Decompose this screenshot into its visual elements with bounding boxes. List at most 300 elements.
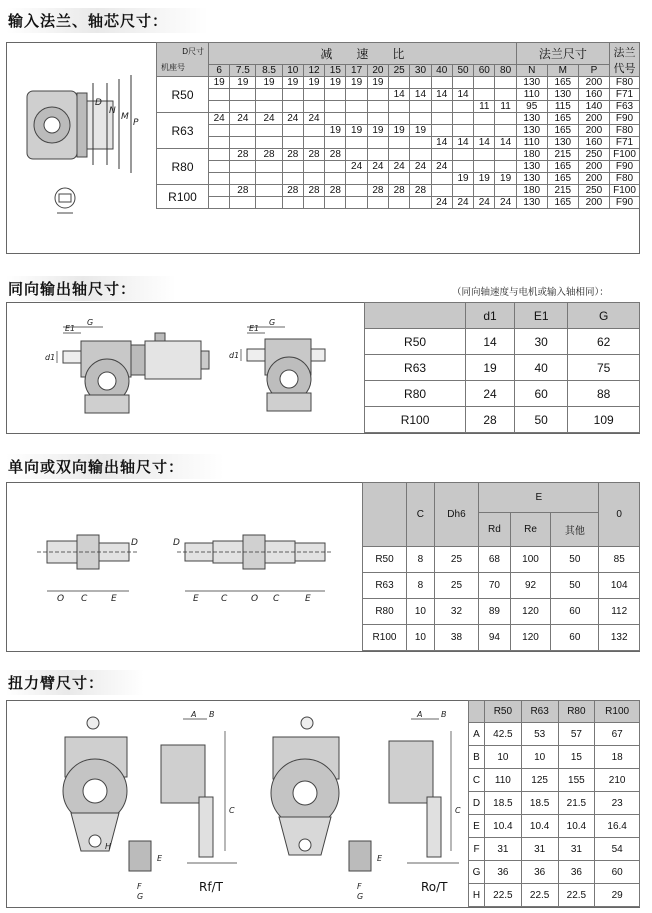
t1-cell (256, 101, 282, 113)
t1-cell (495, 185, 516, 197)
t1-cell: 19 (389, 125, 410, 137)
torque-arm-table (468, 700, 640, 907)
t3-cell: 68 (479, 547, 511, 573)
t3-cell: 8 (407, 547, 435, 573)
t1-flange-title: 法兰尺寸 (516, 43, 609, 65)
t1-cell (209, 101, 230, 113)
t4-cell: 36 (521, 861, 558, 884)
single-double-table (362, 482, 640, 651)
t1-cell (431, 173, 452, 185)
t1-cell: 24 (367, 161, 388, 173)
t1-code-cell: F80 (610, 125, 640, 137)
table-row (157, 137, 640, 149)
t3-cell: 104 (599, 573, 640, 599)
t4-cell: A (469, 723, 485, 746)
t4-cell: B (469, 746, 485, 769)
t1-p-cell: 200 (578, 161, 609, 173)
label-b-rf: B (209, 710, 215, 719)
t1-cell (410, 77, 431, 89)
section-title-same-direction-shaft: 同向输出轴尺寸： (6, 276, 176, 301)
label-p: P (133, 118, 139, 128)
t1-ratio: 40 (431, 65, 452, 77)
t1-cell: 24 (230, 113, 256, 125)
t1-cell: 24 (389, 161, 410, 173)
t1-flange-col: M (547, 65, 578, 77)
t1-cell (431, 101, 452, 113)
table-row (469, 769, 640, 792)
table-row (469, 723, 640, 746)
t1-cell (325, 101, 346, 113)
t1-cell (346, 101, 367, 113)
t1-cell (209, 89, 230, 101)
t1-cell (346, 113, 367, 125)
t1-ratio: 6 (209, 65, 230, 77)
input-flange-drawing (7, 43, 155, 253)
t1-cell: 19 (474, 173, 495, 185)
label-d: D (95, 98, 102, 108)
t1-cell: 24 (256, 113, 282, 125)
t1-p-cell: 250 (578, 185, 609, 197)
t3-cell: 10 (407, 599, 435, 625)
same-direction-drawing (7, 303, 367, 433)
t1-cell (230, 197, 256, 209)
t1-flange-col: N (516, 65, 547, 77)
t1-cell: 28 (367, 185, 388, 197)
t3-h-c: C (407, 483, 435, 547)
t1-cell (325, 89, 346, 101)
label-g-rf: G (137, 892, 144, 901)
t4-cell: 10 (485, 746, 522, 769)
t1-cell: 28 (230, 185, 256, 197)
table-row (469, 815, 640, 838)
label-c-a: C (81, 594, 88, 604)
t1-code-cell: F100 (610, 185, 640, 197)
t1-n-cell: 110 (516, 137, 547, 149)
same-direction-note: （同向轴速度与电机或输入轴相同）： (452, 287, 609, 298)
same-direction-table (364, 302, 640, 433)
t1-p-cell: 160 (578, 89, 609, 101)
table-row (365, 355, 640, 381)
t1-cell (367, 113, 388, 125)
t4-cell: 18.5 (485, 792, 522, 815)
t1-cell (346, 137, 367, 149)
t4-cell: 36 (558, 861, 595, 884)
t1-cell (367, 149, 388, 161)
t1-ratio: 25 (389, 65, 410, 77)
label-e1-a: E1 (65, 324, 76, 333)
label-g-ro: G (357, 892, 364, 901)
t1-code-cell: F90 (610, 113, 640, 125)
label-e1-b: E1 (249, 324, 260, 333)
t4-header (469, 701, 485, 723)
t1-cell (230, 137, 256, 149)
t1-cell (256, 185, 282, 197)
t3-cell: 25 (434, 547, 478, 573)
label-n: N (109, 106, 116, 116)
t1-cell (325, 113, 346, 125)
t1-m-cell: 130 (547, 137, 578, 149)
table-row (363, 599, 640, 625)
t1-cell (325, 161, 346, 173)
t3-header-row (363, 483, 640, 513)
t1-m-cell: 165 (547, 113, 578, 125)
t1-cell (431, 149, 452, 161)
table-row (363, 573, 640, 599)
t3-cell: 25 (434, 573, 478, 599)
t1-ratio: 8.5 (256, 65, 282, 77)
t1-cell (256, 137, 282, 149)
t2-cell: 19 (466, 355, 515, 381)
t4-cell: 10.4 (485, 815, 522, 838)
t1-m-cell: 130 (547, 89, 578, 101)
t1-cell (209, 125, 230, 137)
t4-cell: 110 (485, 769, 522, 792)
t1-cell (230, 173, 256, 185)
t1-n-cell: 110 (516, 89, 547, 101)
t1-ratio: 12 (303, 65, 324, 77)
label-o-b: O (251, 594, 259, 604)
label-o-a: O (57, 594, 65, 604)
t4-header: R50 (485, 701, 522, 723)
t2-header (365, 303, 466, 329)
t4-cell: 60 (595, 861, 640, 884)
t3-cell: 92 (510, 573, 551, 599)
t1-cell (495, 161, 516, 173)
t3-cell: 50 (551, 547, 599, 573)
t1-cell: 14 (431, 137, 452, 149)
t1-n-cell: 130 (516, 197, 547, 209)
table-row (157, 197, 640, 209)
t3-cell: R100 (363, 625, 407, 651)
t1-p-cell: 200 (578, 113, 609, 125)
t4-cell: 18 (595, 746, 640, 769)
t1-cell (452, 125, 473, 137)
t1-cell (303, 161, 324, 173)
t1-m-cell: 165 (547, 197, 578, 209)
t1-cell (474, 89, 495, 101)
t1-p-cell: 200 (578, 173, 609, 185)
t1-cell: 14 (452, 137, 473, 149)
t1-m-cell: 165 (547, 125, 578, 137)
label-rf-t: Rf/T (199, 880, 223, 894)
label-h-rf: H (105, 842, 112, 851)
t1-cell (452, 113, 473, 125)
table-row (469, 792, 640, 815)
t4-header: R100 (595, 701, 640, 723)
t1-m-cell: 165 (547, 77, 578, 89)
table-row (157, 113, 640, 125)
t1-n-cell: 180 (516, 149, 547, 161)
t1-cell (346, 185, 367, 197)
t1-cell (209, 161, 230, 173)
t1-cell: 19 (325, 125, 346, 137)
t3-e-sub: Re (510, 513, 551, 547)
t1-cell: 28 (282, 149, 303, 161)
t1-cell: 28 (256, 149, 282, 161)
t2-header-row (365, 303, 640, 329)
t1-cell: 19 (209, 77, 230, 89)
t4-cell: 210 (595, 769, 640, 792)
label-e-a: E (111, 594, 117, 604)
t3-cell: R50 (363, 547, 407, 573)
t4-cell: G (469, 861, 485, 884)
t1-m-cell: 165 (547, 173, 578, 185)
t4-cell: 18.5 (521, 792, 558, 815)
t1-code-cell: F80 (610, 173, 640, 185)
t3-h-dh6: Dh6 (434, 483, 478, 547)
label-a-rf: A (191, 710, 197, 719)
t1-cell (256, 197, 282, 209)
label-b-ro: B (441, 710, 447, 719)
table-row (365, 407, 640, 433)
t1-cell: 24 (495, 197, 516, 209)
t1-cell (209, 149, 230, 161)
t1-m-cell: 215 (547, 185, 578, 197)
t1-cell: 14 (389, 89, 410, 101)
t3-cell: R80 (363, 599, 407, 625)
t2-cell: 88 (568, 381, 640, 407)
t1-p-cell: 250 (578, 149, 609, 161)
t1-cell (474, 185, 495, 197)
table-row (157, 77, 640, 89)
t1-p-cell: 200 (578, 125, 609, 137)
t1-cell (303, 137, 324, 149)
t3-cell: 94 (479, 625, 511, 651)
t1-n-cell: 130 (516, 113, 547, 125)
t2-cell: R63 (365, 355, 466, 381)
t1-cell: 24 (431, 197, 452, 209)
t1-cell: 11 (474, 101, 495, 113)
t4-cell: C (469, 769, 485, 792)
section-title-torque-arm: 扭力臂尺寸： (6, 670, 144, 695)
t4-cell: E (469, 815, 485, 838)
t4-cell: 155 (558, 769, 595, 792)
t2-header: E1 (514, 303, 567, 329)
t1-cell (303, 125, 324, 137)
t1-cell: 28 (303, 185, 324, 197)
t1-cell: 14 (410, 89, 431, 101)
t1-cell: 19 (495, 173, 516, 185)
label-d-b: D (173, 538, 180, 548)
t4-cell: 22.5 (485, 884, 522, 907)
t1-cell: 19 (303, 77, 324, 89)
t1-cell (431, 125, 452, 137)
t4-cell: 21.5 (558, 792, 595, 815)
t1-n-cell: 130 (516, 161, 547, 173)
label-c-b: C (221, 594, 228, 604)
t1-code-cell: F71 (610, 137, 640, 149)
t1-cell (230, 101, 256, 113)
t1-ratio: 10 (282, 65, 303, 77)
table-row (363, 625, 640, 651)
t1-cell (389, 137, 410, 149)
torque-arm-drawing (7, 701, 467, 907)
t1-cell (410, 137, 431, 149)
t1-cell (431, 185, 452, 197)
t1-cell (474, 77, 495, 89)
table-row (469, 861, 640, 884)
label-a-ro: A (417, 710, 423, 719)
t2-cell: 75 (568, 355, 640, 381)
t2-cell: 60 (514, 381, 567, 407)
t1-cell (346, 197, 367, 209)
t1-cell: 19 (282, 77, 303, 89)
table-row (365, 329, 640, 355)
t1-cell (230, 161, 256, 173)
label-ro-t: Ro/T (421, 880, 448, 894)
t1-cell (346, 149, 367, 161)
t1-cell (410, 149, 431, 161)
t4-cell: 31 (485, 838, 522, 861)
t4-cell: 67 (595, 723, 640, 746)
t1-p-cell: 140 (578, 101, 609, 113)
t1-cell (410, 101, 431, 113)
t4-cell: 36 (485, 861, 522, 884)
t1-cell (410, 197, 431, 209)
t1-cell (282, 161, 303, 173)
t1-cell (346, 173, 367, 185)
t1-cell (282, 173, 303, 185)
t1-cell (282, 125, 303, 137)
t1-ratio: 60 (474, 65, 495, 77)
t1-cell (431, 113, 452, 125)
section-title-single-double-shaft: 单向或双向输出轴尺寸： (6, 454, 224, 479)
t1-cell (452, 77, 473, 89)
t3-cell: 89 (479, 599, 511, 625)
label-e-b: E (193, 594, 199, 604)
t1-m-cell: 165 (547, 161, 578, 173)
t3-cell: 120 (510, 599, 551, 625)
t1-cell: 24 (474, 197, 495, 209)
t1-cell (474, 161, 495, 173)
t1-cell: 28 (230, 149, 256, 161)
t1-cell: 24 (431, 161, 452, 173)
t1-frame-size: R63 (157, 113, 209, 149)
t1-m-cell: 115 (547, 101, 578, 113)
table-row (469, 838, 640, 861)
t1-cell (495, 149, 516, 161)
t1-ratio: 17 (346, 65, 367, 77)
t1-cell (452, 185, 473, 197)
t1-cell: 28 (325, 185, 346, 197)
label-g-b: G (269, 318, 276, 327)
t1-cell (303, 173, 324, 185)
t4-cell: 10.4 (558, 815, 595, 838)
t1-corner-top: D尺寸 (182, 47, 204, 56)
t1-cell (367, 101, 388, 113)
t3-e-sub: 其他 (551, 513, 599, 547)
t1-code-cell: F90 (610, 197, 640, 209)
t2-cell: 28 (466, 407, 515, 433)
t1-cell: 19 (346, 125, 367, 137)
t3-cell: 70 (479, 573, 511, 599)
t2-cell: 24 (466, 381, 515, 407)
t1-n-cell: 130 (516, 173, 547, 185)
t1-cell (474, 125, 495, 137)
t1-ratio: 50 (452, 65, 473, 77)
t1-header-row (157, 43, 640, 65)
t2-cell: 50 (514, 407, 567, 433)
table-row (157, 173, 640, 185)
t1-ratio: 7.5 (230, 65, 256, 77)
table-row (363, 547, 640, 573)
t1-cell (495, 77, 516, 89)
t1-cell (282, 197, 303, 209)
table-row (469, 884, 640, 907)
t1-frame-size: R100 (157, 185, 209, 209)
t1-cell (389, 77, 410, 89)
t4-cell: F (469, 838, 485, 861)
t4-cell: 42.5 (485, 723, 522, 746)
t4-cell: 125 (521, 769, 558, 792)
t2-cell: R100 (365, 407, 466, 433)
t1-cell (410, 113, 431, 125)
t1-cell: 28 (303, 149, 324, 161)
t1-ratio: 30 (410, 65, 431, 77)
t2-header: d1 (466, 303, 515, 329)
t3-h-e: E (479, 483, 599, 513)
t1-cell (389, 113, 410, 125)
t1-cell (452, 101, 473, 113)
t4-cell: 15 (558, 746, 595, 769)
t1-cell: 19 (230, 77, 256, 89)
t1-frame-size: R50 (157, 77, 209, 113)
t1-ratio-title: 减 速 比 (209, 43, 517, 65)
table-row (157, 101, 640, 113)
t4-cell: 29 (595, 884, 640, 907)
t1-subheader-row (157, 65, 640, 77)
t1-cell (431, 77, 452, 89)
t1-cell (325, 173, 346, 185)
table-row (469, 746, 640, 769)
t1-p-cell: 160 (578, 137, 609, 149)
t1-cell: 24 (303, 113, 324, 125)
input-flange-table (156, 42, 640, 209)
t1-cell (230, 125, 256, 137)
t1-cell (256, 161, 282, 173)
t1-cell (367, 137, 388, 149)
t1-cell (256, 125, 282, 137)
t1-cell: 28 (389, 185, 410, 197)
t1-cell: 14 (474, 137, 495, 149)
t1-code-cell: F80 (610, 77, 640, 89)
t1-code-cell: F63 (610, 101, 640, 113)
t2-cell: 30 (514, 329, 567, 355)
t1-ratio: 80 (495, 65, 516, 77)
t1-cell (389, 149, 410, 161)
t1-cell (367, 89, 388, 101)
t1-cell: 24 (452, 197, 473, 209)
t3-cell: 32 (434, 599, 478, 625)
t1-cell (325, 137, 346, 149)
t1-cell (389, 101, 410, 113)
t1-cell: 19 (367, 125, 388, 137)
t1-cell (389, 197, 410, 209)
t1-cell (256, 173, 282, 185)
t1-cell (230, 89, 256, 101)
t1-cell (367, 173, 388, 185)
t2-cell: R80 (365, 381, 466, 407)
t1-cell: 19 (410, 125, 431, 137)
t4-cell: H (469, 884, 485, 907)
t4-cell: 10 (521, 746, 558, 769)
t1-m-cell: 215 (547, 149, 578, 161)
t4-cell: 10.4 (521, 815, 558, 838)
t4-header: R63 (521, 701, 558, 723)
t1-cell: 14 (452, 89, 473, 101)
t1-cell (367, 197, 388, 209)
label-f-rf: F (137, 882, 142, 891)
